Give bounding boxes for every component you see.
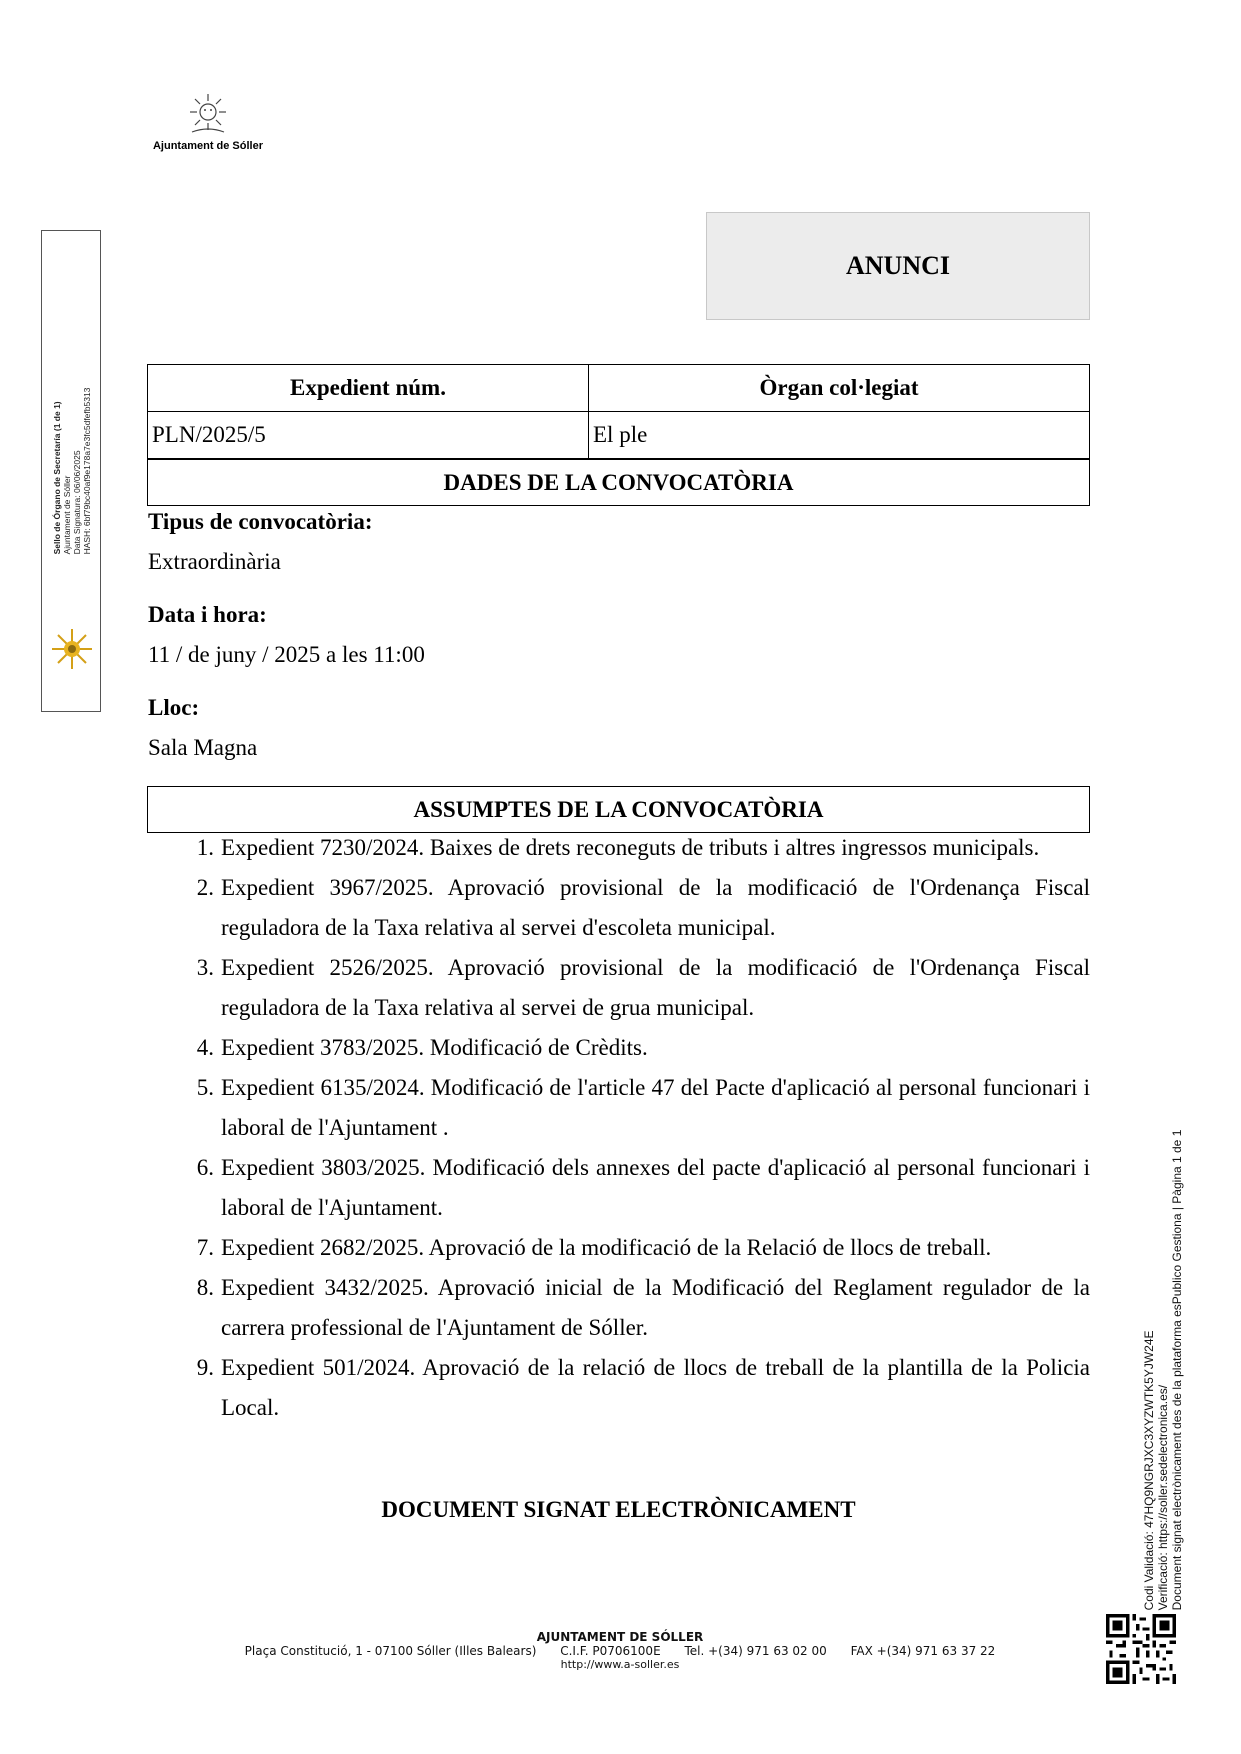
seal-line-1: Ajuntament de Sóller bbox=[62, 475, 72, 555]
item-text: Expedient 3783/2025. Modificació de Crèdits. bbox=[221, 1035, 648, 1060]
table-row bbox=[148, 412, 1090, 459]
item-number: 2. bbox=[196, 875, 214, 900]
municipality-logo bbox=[148, 92, 268, 162]
verification-url: Verificació: https://soller.sedelectronica.es/ bbox=[1156, 1384, 1170, 1611]
footer-cif: C.I.F. P0706100E bbox=[560, 1644, 661, 1658]
list-item bbox=[148, 1068, 1090, 1148]
logo-name: Ajuntament de Sóller bbox=[152, 140, 264, 152]
coat-of-arms-icon bbox=[186, 92, 230, 138]
footer-contact-line bbox=[150, 1644, 1090, 1658]
item-number: 3. bbox=[196, 955, 214, 980]
list-item bbox=[148, 1228, 1090, 1268]
item-number: 9. bbox=[196, 1355, 214, 1380]
date-time-value: 11 / de juny / 2025 a les 11:00 bbox=[148, 642, 425, 667]
signature-seal bbox=[41, 230, 101, 712]
item-text: Expedient 3803/2025. Modificació dels annexes del pacte d'aplicació al personal funcionari i laboral de l'Ajuntament. bbox=[221, 1155, 1090, 1220]
agenda-title: ASSUMPTES DE LA CONVOCATÒRIA bbox=[413, 796, 824, 822]
item-number: 7. bbox=[196, 1235, 214, 1260]
list-item bbox=[148, 868, 1090, 948]
expedient-table bbox=[147, 364, 1090, 459]
footer-fax: FAX +(34) 971 63 37 22 bbox=[850, 1644, 996, 1658]
list-item bbox=[148, 948, 1090, 1028]
list-item bbox=[148, 1028, 1090, 1068]
page-footer bbox=[150, 1630, 1090, 1671]
seal-line-2: Data Signatura: 06/06/2025 bbox=[72, 450, 82, 555]
footer-address: Plaça Constitució, 1 - 07100 Sóller (Illes Balears) bbox=[244, 1644, 537, 1658]
convocation-type-label: Tipus de convocatòria: bbox=[148, 509, 373, 534]
place-label: Lloc: bbox=[148, 695, 200, 720]
footer-name: AJUNTAMENT DE SÓLLER bbox=[536, 1630, 704, 1644]
qr-code-icon bbox=[1106, 1614, 1176, 1684]
agenda-heading bbox=[147, 786, 1090, 833]
seal-title: Sello de Órgano de Secretaría (1 de 1) bbox=[52, 401, 62, 555]
expedient-number-value: PLN/2025/5 bbox=[148, 412, 589, 459]
list-item bbox=[148, 1348, 1090, 1428]
list-item bbox=[148, 1268, 1090, 1348]
convocation-type-value: Extraordinària bbox=[148, 549, 281, 574]
item-number: 4. bbox=[196, 1035, 214, 1060]
verification-code: Codi Validació: 47HQ9NGRJXC3XYZWTK5YJW24E bbox=[1142, 1330, 1156, 1611]
item-number: 6. bbox=[196, 1155, 214, 1180]
item-number: 8. bbox=[196, 1275, 214, 1300]
seal-line-3: HASH: 6bf79bc40af9e178a7e3fc5dfefb5313 bbox=[82, 387, 92, 555]
footer-tel: Tel. +(34) 971 63 02 00 bbox=[684, 1644, 827, 1658]
item-text: Expedient 2682/2025. Aprovació de la modificació de la Relació de llocs de treball. bbox=[221, 1235, 992, 1260]
item-text: Expedient 501/2024. Aprovació de la relació de llocs de treball de la plantilla de la Policia Local. bbox=[221, 1355, 1090, 1420]
item-text: Expedient 7230/2024. Baixes de drets reconeguts de tributs i altres ingressos municipals. bbox=[221, 835, 1040, 860]
agenda-list bbox=[148, 828, 1090, 1428]
convocation-data-heading bbox=[147, 459, 1090, 506]
convocation-data-title: DADES DE LA CONVOCATÒRIA bbox=[443, 469, 794, 495]
expedient-number-header: Expedient núm. bbox=[148, 365, 589, 412]
list-item bbox=[148, 828, 1090, 868]
seal-emblem-icon bbox=[49, 626, 95, 672]
document-title: ANUNCI bbox=[846, 251, 950, 280]
seal-text bbox=[52, 388, 92, 555]
item-text: Expedient 3967/2025. Aprovació provisional de la modificació de l'Ordenança Fiscal reguladora de la Taxa relativa al servei d'escoleta municipal. bbox=[221, 875, 1090, 940]
table-header-row bbox=[148, 365, 1090, 412]
document-title-box bbox=[706, 212, 1090, 320]
verification-note: Document signat electrònicament des de la plataforma esPublico Gestiona | Pàgina 1 de 1 bbox=[1170, 1129, 1184, 1611]
item-text: Expedient 6135/2024. Modificació de l'article 47 del Pacte d'aplicació al personal funcionari i laboral de l'Ajuntament . bbox=[221, 1075, 1090, 1140]
collegiate-body-value: El ple bbox=[589, 412, 1090, 459]
verification-text bbox=[1142, 1130, 1184, 1611]
list-item bbox=[148, 1148, 1090, 1228]
date-time-label: Data i hora: bbox=[148, 602, 267, 627]
item-number: 5. bbox=[196, 1075, 214, 1100]
place-value: Sala Magna bbox=[148, 735, 258, 760]
item-text: Expedient 2526/2025. Aprovació provisional de la modificació de l'Ordenança Fiscal reguladora de la Taxa relativa al servei de grua municipal. bbox=[221, 955, 1090, 1020]
footer-web: http://www.a-soller.es bbox=[560, 1658, 680, 1671]
item-number: 1. bbox=[196, 835, 214, 860]
item-text: Expedient 3432/2025. Aprovació inicial de la Modificació del Reglament regulador de la carrera professional de l'Ajuntament de Sóller. bbox=[221, 1275, 1090, 1340]
collegiate-body-header: Òrgan col·legiat bbox=[589, 365, 1090, 412]
electronic-signature-note: DOCUMENT SIGNAT ELECTRÒNICAMENT bbox=[381, 1497, 856, 1522]
